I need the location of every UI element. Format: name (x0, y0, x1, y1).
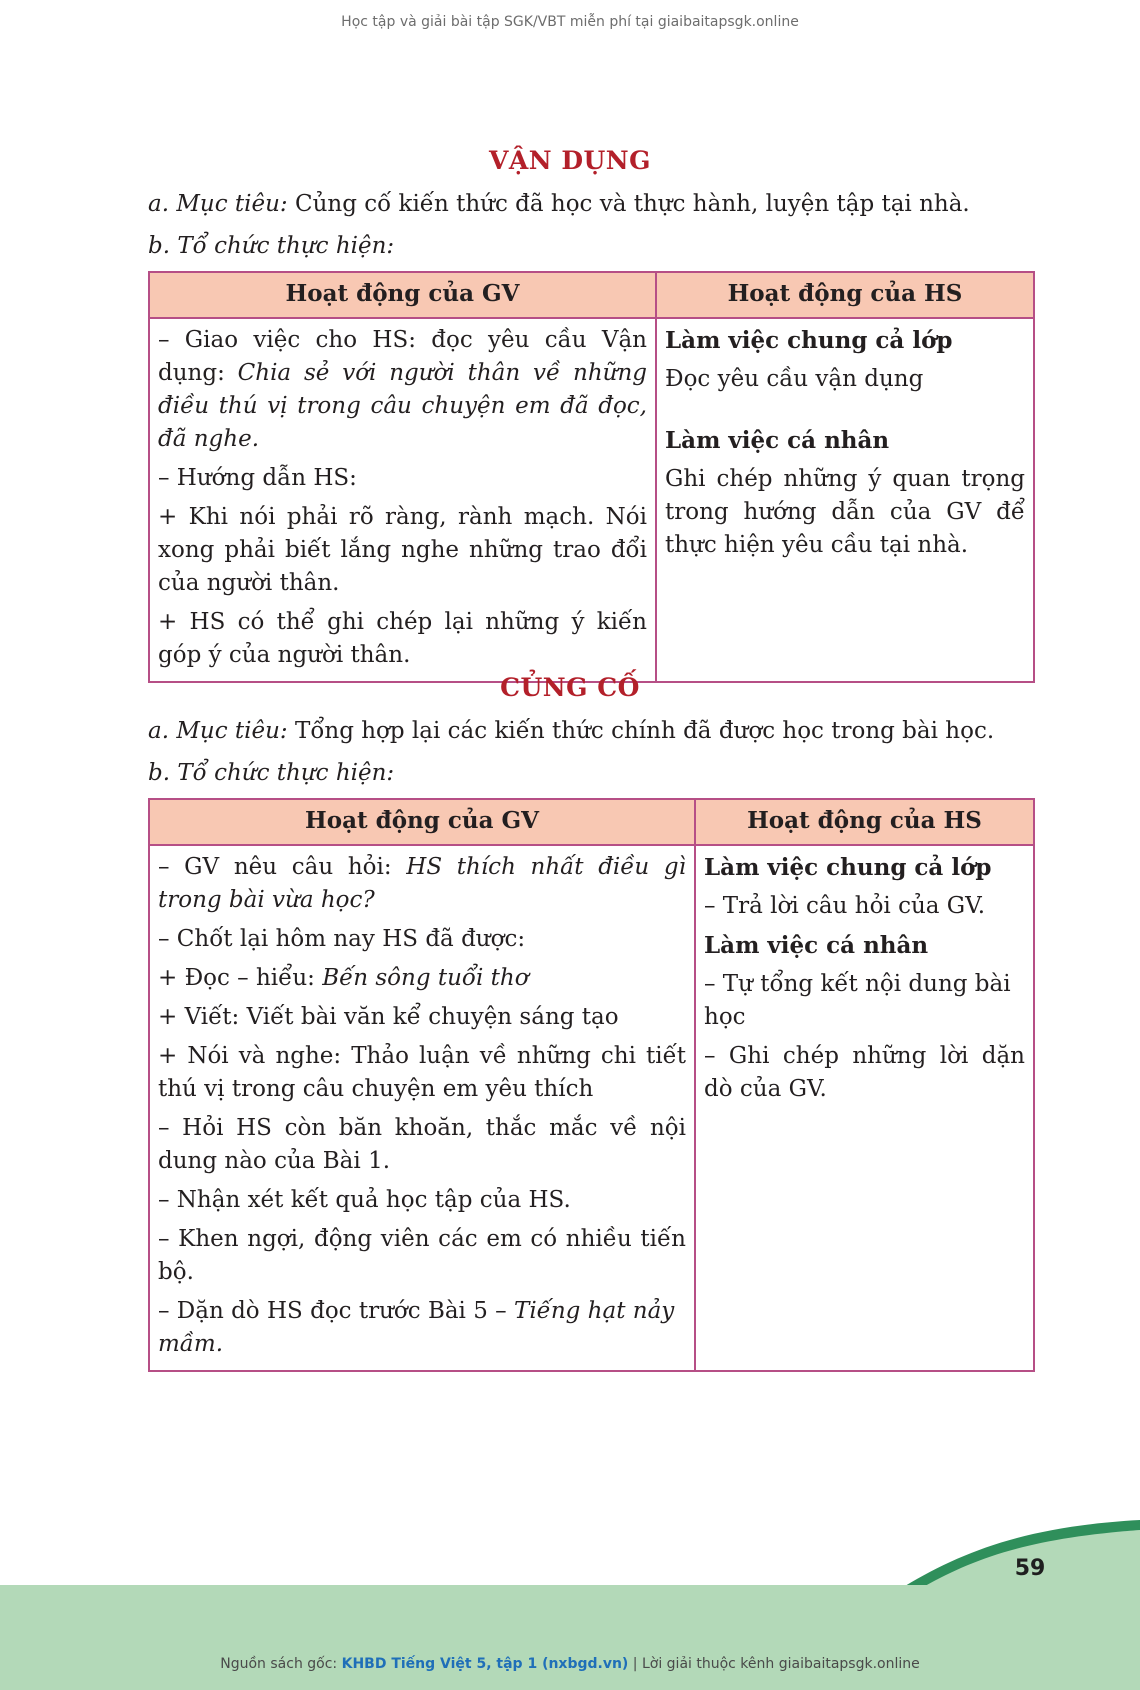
hs-heading: Làm việc cá nhân (665, 427, 890, 454)
source-link[interactable]: KHBD Tiếng Việt 5, tập 1 (nxbgd.vn) (341, 1656, 629, 1672)
cung-co-gv-cell (149, 845, 695, 1371)
gv-item: – Chốt lại hôm nay HS đã được: (158, 926, 526, 952)
van-dung-hs-cell (656, 318, 1034, 682)
cung-co-muc-tieu (148, 716, 994, 746)
hs-heading: Làm việc chung cả lớp (704, 854, 992, 881)
gv-item-italic: Chia sẻ với người thân về những điều thú vị trong câu chuyện em đã đọc, đã nghe. (158, 360, 647, 452)
gv-item-italic: Bến sông tuổi thơ (322, 965, 529, 991)
source-note (0, 1656, 1140, 1672)
hs-item: Ghi chép những ý quan trọng trong hướng dẫn của GV để thực hiện yêu cầu tại nhà. (665, 466, 1025, 558)
cung-co-hs-cell (695, 845, 1034, 1371)
van-dung-gv-cell (149, 318, 656, 682)
gv-item-text: + Đọc – hiểu: (158, 965, 323, 991)
van-dung-col-hs: Hoạt động của HS (656, 272, 1034, 318)
muc-tieu-text: Củng cố kiến thức đã học và thực hành, luyện tập tại nhà. (287, 191, 970, 217)
gv-item: – Khen ngợi, động viên các em có nhiều tiến bộ. (158, 1226, 686, 1285)
hs-item: Đọc yêu cầu vận dụng (665, 366, 924, 392)
hs-item: – Trả lời câu hỏi của GV. (704, 893, 986, 919)
gv-item-text: – Giao việc cho HS: đọc yêu cầu Vận dụng: (158, 327, 647, 386)
van-dung-col-gv: Hoạt động của GV (149, 272, 656, 318)
cung-co-to-chuc: b. Tổ chức thực hiện: (148, 760, 395, 786)
gv-item-italic: HS thích nhất điều gì trong bài vừa học? (158, 854, 686, 913)
gv-item-text: – GV nêu câu hỏi: (158, 854, 407, 880)
cung-co-table (148, 798, 1035, 1372)
gv-item (158, 324, 647, 456)
gv-item-text: – Dặn dò HS đọc trước Bài 5 – (158, 1298, 514, 1324)
hs-heading: Làm việc cá nhân (704, 932, 929, 959)
gv-item: + Khi nói phải rõ ràng, rành mạch. Nói xong phải biết lắng nghe những trao đổi của người thân. (158, 504, 647, 596)
van-dung-to-chuc: b. Tổ chức thực hiện: (148, 233, 395, 259)
gv-item: – Hướng dẫn HS: (158, 465, 357, 491)
section-title-cung-co: CỦNG CỐ (500, 673, 640, 702)
cung-co-col-gv: Hoạt động của GV (149, 799, 695, 845)
gv-item: + HS có thể ghi chép lại những ý kiến góp ý của người thân. (158, 609, 647, 668)
header-note: Học tập và giải bài tập SGK/VBT miễn phí tại giaibaitapsgk.online (341, 14, 799, 30)
section-title-van-dung: VẬN DỤNG (488, 146, 652, 175)
hs-heading: Làm việc chung cả lớp (665, 327, 953, 354)
gv-item: + Nói và nghe: Thảo luận về những chi tiết thú vị trong câu chuyện em yêu thích (158, 1043, 686, 1102)
footer-wave-graphic (0, 1520, 1140, 1590)
van-dung-muc-tieu (148, 189, 970, 219)
gv-item (158, 962, 686, 995)
muc-tieu-text: Tổng hợp lại các kiến thức chính đã được học trong bài học. (287, 718, 995, 744)
van-dung-table (148, 271, 1035, 683)
gv-item: – Hỏi HS còn băn khoăn, thắc mắc về nội dung nào của Bài 1. (158, 1115, 686, 1174)
source-prefix: Nguồn sách gốc: (220, 1656, 342, 1672)
source-suffix: | Lời giải thuộc kênh giaibaitapsgk.online (628, 1656, 920, 1672)
gv-item: – Nhận xét kết quả học tập của HS. (158, 1187, 571, 1213)
muc-tieu-label: a. Mục tiêu: (148, 191, 288, 217)
gv-item (158, 851, 686, 917)
cung-co-col-hs: Hoạt động của HS (695, 799, 1034, 845)
footer-band (0, 1585, 1140, 1690)
gv-item: + Viết: Viết bài văn kể chuyện sáng tạo (158, 1004, 619, 1030)
gv-item (158, 1295, 686, 1361)
hs-item: – Tự tổng kết nội dung bài học (704, 971, 1011, 1030)
gv-item-italic: Tiếng hạt nảy mầm. (158, 1298, 675, 1357)
muc-tieu-label: a. Mục tiêu: (148, 718, 288, 744)
page-number: 59 (1014, 1556, 1046, 1581)
hs-item: – Ghi chép những lời dặn dò của GV. (704, 1043, 1025, 1102)
